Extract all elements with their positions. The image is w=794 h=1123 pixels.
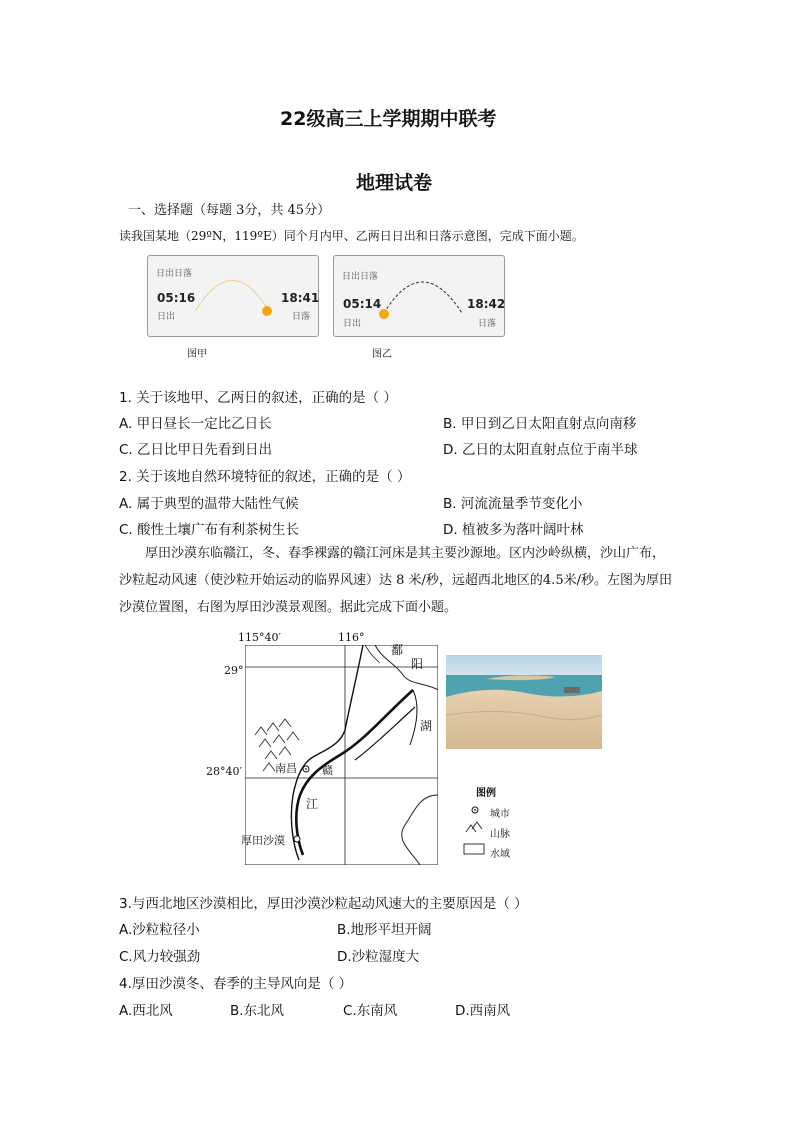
- question-3-option-d: D.沙粒湿度大: [337, 949, 420, 965]
- intro-paragraph-1: 读我国某地（29ºN，119ºE）同个月内甲、乙两日日出和日落示意图，完成下面小题。: [119, 229, 584, 243]
- question-4-option-a: A.西北风: [119, 1003, 173, 1019]
- question-2-option-b: B. 河流流量季节变化小: [443, 496, 583, 512]
- legend-mountain-icon: [466, 822, 482, 832]
- question-1-option-d: D. 乙日的太阳直射点位于南半球: [443, 442, 638, 458]
- legend-water-label: 水域: [490, 849, 510, 860]
- sunrise-label: 日出: [157, 312, 176, 322]
- sunrise-time: 05:16: [157, 291, 196, 305]
- legend-mountain-label: 山脉: [490, 829, 510, 840]
- question-2-option-a: A. 属于典型的温带大陆性气候: [119, 496, 299, 512]
- question-4-stem: 4.厚田沙漠冬、春季的主导风向是（ ）: [119, 976, 353, 992]
- question-3-option-c: C.风力较强劲: [119, 949, 201, 965]
- sunset-label: 日落: [292, 312, 311, 322]
- desert-landscape-photo: [446, 655, 602, 749]
- figure-header: 日出日落: [342, 272, 379, 282]
- sun-figure-jia: [147, 255, 319, 337]
- map-label-jiang: 江: [306, 797, 319, 811]
- sunset-time: 18:41: [281, 291, 320, 305]
- longitude-label-2: 116°: [338, 631, 365, 644]
- sunrise-time: 05:14: [343, 297, 382, 311]
- latitude-label-1: 29°: [224, 664, 244, 677]
- subject-title: 地理试卷: [356, 172, 433, 194]
- sun-figure-yi: [333, 255, 505, 337]
- legend-title: 图例: [476, 788, 496, 799]
- figure-caption-yi: 图乙: [372, 349, 392, 360]
- question-4-option-c: C.东南风: [343, 1003, 398, 1019]
- question-3-option-a: A.沙粒粒径小: [119, 922, 200, 938]
- question-3-stem: 3.与西北地区沙漠相比，厚田沙漠沙粒起动风速大的主要原因是（ ）: [119, 896, 528, 912]
- section-heading: 一、选择题（每题 3分，共 45分）: [128, 203, 331, 218]
- figure-header: 日出日落: [156, 269, 193, 279]
- houtian-desert-icon: [294, 836, 300, 842]
- map-label-po: 鄱: [391, 643, 404, 657]
- sunset-time: 18:42: [467, 297, 506, 311]
- question-2-option-d: D. 植被多为落叶阔叶林: [443, 522, 584, 538]
- figure-caption-jia: 图甲: [187, 349, 207, 360]
- latitude-label-2: 28°40′: [206, 765, 242, 778]
- question-1-option-a: A. 甲日昼长一定比乙日长: [119, 416, 272, 432]
- legend-city-label: 城市: [490, 809, 510, 820]
- question-2-stem: 2. 关于该地自然环境特征的叙述，正确的是（ ）: [119, 469, 411, 485]
- question-1-stem: 1. 关于该地甲、乙两日的叙述，正确的是（ ）: [119, 390, 397, 406]
- question-4-option-b: B.东北风: [230, 1003, 285, 1019]
- longitude-label-1: 115°40′: [238, 631, 281, 644]
- question-1-option-b: B. 甲日到乙日太阳直射点向南移: [443, 416, 637, 432]
- map-label-houtian: 厚田沙漠: [241, 834, 285, 847]
- question-1-option-c: C. 乙日比甲日先看到日出: [119, 442, 273, 458]
- sunset-label: 日落: [478, 319, 497, 329]
- map-label-yang: 阳: [411, 657, 424, 671]
- question-4-option-d: D.西南风: [455, 1003, 511, 1019]
- map-label-hu: 湖: [420, 719, 433, 733]
- map-label-gan: 赣: [322, 764, 333, 777]
- question-3-option-b: B.地形平坦开阔: [337, 922, 432, 938]
- sunrise-label: 日出: [343, 319, 362, 329]
- exam-title: 22级高三上学期期中联考: [280, 108, 497, 130]
- legend-symbols: [462, 802, 488, 858]
- legend-water-icon: [464, 844, 484, 854]
- location-map: [241, 643, 438, 865]
- intro-paragraph-2: 厚田沙漠东临赣江，冬、春季裸露的赣江河床是其主要沙源地。区内沙岭纵横，沙山广布，沙粒起动风速（使沙粒开始运动的临界风速）达 8 米/秒，远超西北地区的4.5米/秒。左图为厚田沙漠位置图，右图为厚田沙漠景观图。据此完成下面小题。: [119, 546, 672, 615]
- sun-icon: [262, 306, 272, 316]
- map-label-nanchang: 南昌: [275, 762, 297, 775]
- question-2-option-c: C. 酸性土壤广布有利茶树生长: [119, 522, 300, 538]
